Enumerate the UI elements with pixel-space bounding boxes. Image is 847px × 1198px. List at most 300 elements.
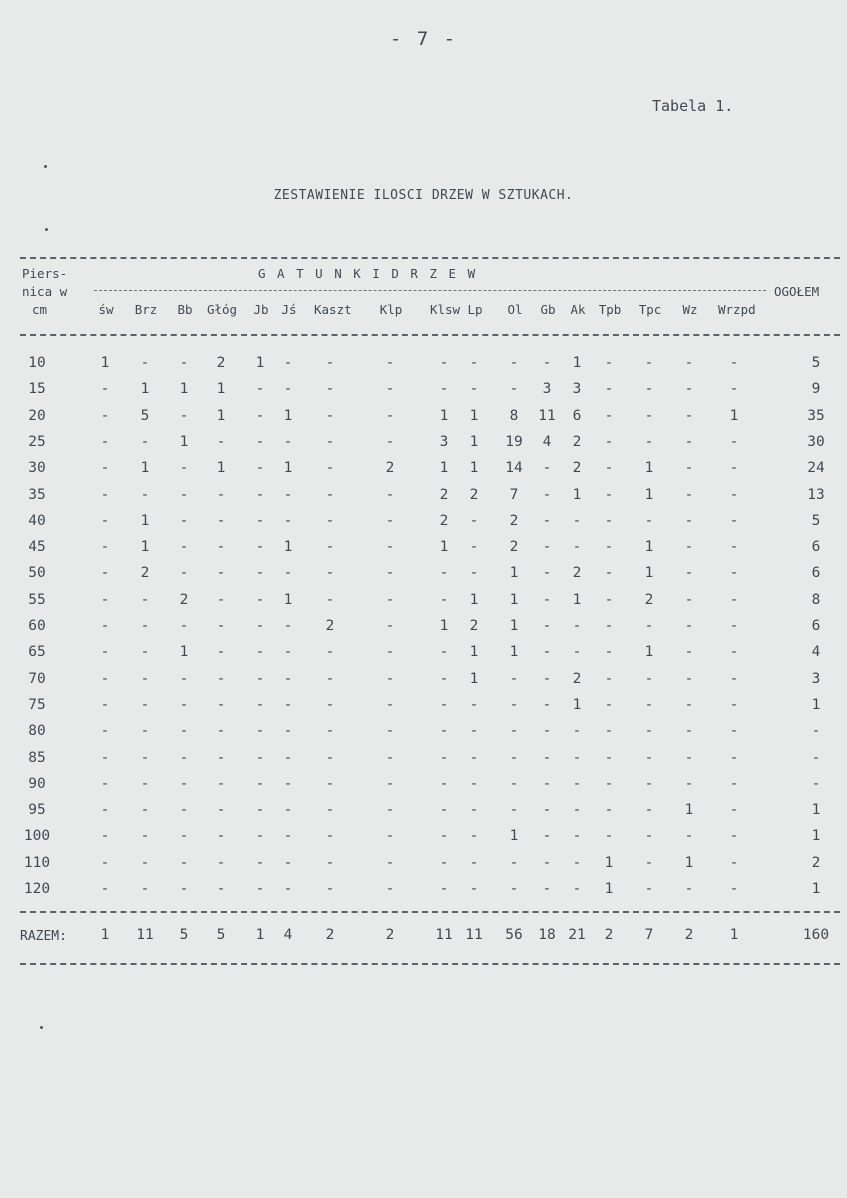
count-cell: - [140, 854, 150, 871]
count-cell: - [140, 591, 150, 608]
count-cell: - [283, 355, 293, 371]
count-cell: - [100, 433, 110, 450]
count-cell: - [684, 539, 694, 556]
species-total-cell: 4 [283, 927, 293, 943]
count-cell: - [179, 355, 189, 371]
species-total-cell: 2 [684, 927, 694, 943]
diameter-cell: 80 [28, 723, 46, 740]
diameter-cell: 20 [28, 407, 46, 424]
count-cell: - [179, 486, 189, 503]
species-header-6: Jś [281, 302, 297, 317]
count-cell: - [439, 644, 449, 661]
count-cell: 2 [509, 539, 519, 556]
count-cell: - [604, 407, 614, 424]
count-cell: - [644, 618, 654, 634]
diameter-cell: 65 [28, 644, 46, 661]
count-cell: 1 [140, 381, 150, 398]
species-group-rule [94, 290, 766, 291]
count-cell: - [325, 881, 335, 897]
count-cell: - [572, 539, 582, 556]
count-cell: - [542, 355, 552, 371]
count-cell: - [385, 881, 395, 897]
count-cell: - [644, 512, 654, 529]
count-cell: - [439, 881, 449, 897]
count-cell: 5 [140, 407, 150, 424]
count-cell: - [325, 539, 335, 556]
count-cell: - [140, 723, 150, 740]
count-cell: - [140, 670, 150, 687]
count-cell: - [255, 644, 265, 661]
count-cell: - [179, 802, 189, 819]
count-cell: - [684, 644, 694, 661]
species-header-3: Bb [177, 302, 193, 317]
count-cell: 1 [509, 565, 519, 582]
count-cell: - [100, 881, 110, 897]
count-cell: - [572, 512, 582, 529]
margin-mark [40, 1026, 43, 1029]
count-cell: - [255, 486, 265, 503]
count-cell: - [385, 749, 395, 766]
count-cell: 1 [140, 512, 150, 529]
row-header-line-2: nica w [22, 284, 68, 299]
count-cell: - [572, 749, 582, 766]
count-cell: - [644, 670, 654, 687]
count-cell: - [684, 696, 694, 713]
count-cell: - [572, 723, 582, 740]
count-cell: - [283, 723, 293, 740]
count-cell: - [729, 723, 739, 740]
diameter-cell: 25 [28, 433, 46, 450]
count-cell: - [179, 670, 189, 687]
species-total-cell: 21 [568, 927, 586, 943]
count-cell: - [216, 802, 226, 819]
row-total-cell: - [811, 723, 821, 740]
count-cell: - [325, 407, 335, 424]
count-cell: 2 [216, 355, 226, 371]
count-cell: - [439, 670, 449, 687]
count-cell: - [729, 618, 739, 634]
count-cell: 1 [684, 802, 694, 819]
row-header-line-3: cm [32, 302, 48, 317]
count-cell: - [604, 539, 614, 556]
count-cell: - [729, 591, 739, 608]
count-cell: - [572, 802, 582, 819]
count-cell: - [729, 486, 739, 503]
count-cell: - [385, 407, 395, 424]
totals-label: RAZEM: [20, 929, 67, 944]
count-cell: - [255, 802, 265, 819]
count-cell: - [100, 828, 110, 845]
diameter-cell: 90 [28, 775, 46, 792]
count-cell: - [729, 775, 739, 792]
totals-top-rule [20, 911, 840, 913]
count-cell: - [385, 618, 395, 634]
row-total-cell: 24 [807, 460, 825, 477]
count-cell: - [179, 696, 189, 713]
count-cell: 1 [439, 460, 449, 477]
count-cell: - [604, 512, 614, 529]
count-cell: - [255, 670, 265, 687]
count-cell: - [100, 591, 110, 608]
diameter-cell: 35 [28, 486, 46, 503]
count-cell: - [283, 802, 293, 819]
count-cell: - [684, 512, 694, 529]
count-cell: 2 [439, 512, 449, 529]
count-cell: - [100, 802, 110, 819]
count-cell: - [255, 591, 265, 608]
count-cell: - [644, 749, 654, 766]
count-cell: 3 [439, 433, 449, 450]
count-cell: - [385, 591, 395, 608]
species-header-15: Tpc [638, 302, 662, 317]
row-total-cell: 5 [811, 512, 821, 529]
count-cell: 2 [644, 591, 654, 608]
count-cell: - [179, 881, 189, 897]
count-cell: 3 [572, 381, 582, 398]
count-cell: - [385, 802, 395, 819]
species-total-cell: 2 [604, 927, 614, 943]
count-cell: - [100, 696, 110, 713]
count-cell: 1 [469, 460, 479, 477]
count-cell: - [385, 723, 395, 740]
count-cell: 2 [140, 565, 150, 582]
count-cell: - [216, 881, 226, 897]
count-cell: - [469, 881, 479, 897]
count-cell: - [684, 828, 694, 845]
count-cell: - [542, 565, 552, 582]
count-cell: - [283, 881, 293, 897]
species-header-9: Klsw [429, 302, 461, 317]
count-cell: - [255, 775, 265, 792]
count-cell: - [255, 460, 265, 477]
count-cell: - [644, 433, 654, 450]
count-cell: 1 [604, 854, 614, 871]
count-cell: - [100, 775, 110, 792]
count-cell: 1 [140, 460, 150, 477]
total-header: OGOŁEM [774, 284, 820, 299]
count-cell: - [572, 618, 582, 634]
count-cell: - [542, 749, 552, 766]
diameter-cell: 50 [28, 565, 46, 582]
count-cell: - [140, 644, 150, 661]
count-cell: 1 [509, 591, 519, 608]
count-cell: 2 [325, 618, 335, 634]
count-cell: - [572, 828, 582, 845]
species-header-7: Kaszt [314, 302, 352, 317]
species-header-11: Ol [507, 302, 523, 317]
count-cell: 1 [283, 460, 293, 477]
count-cell: - [604, 723, 614, 740]
count-cell: 1 [572, 355, 582, 371]
count-cell: 2 [572, 565, 582, 582]
species-group-title: G A T U N K I D R Z E W [258, 266, 478, 281]
count-cell: 1 [283, 591, 293, 608]
count-cell: - [179, 565, 189, 582]
count-cell: - [469, 696, 479, 713]
count-cell: - [216, 749, 226, 766]
count-cell: 1 [509, 644, 519, 661]
count-cell: - [729, 828, 739, 845]
count-cell: - [604, 618, 614, 634]
count-cell: - [729, 381, 739, 398]
count-cell: - [325, 828, 335, 845]
grand-total: 160 [802, 927, 830, 943]
count-cell: - [283, 775, 293, 792]
count-cell: - [100, 565, 110, 582]
count-cell: - [604, 433, 614, 450]
count-cell: 1 [572, 591, 582, 608]
count-cell: 1 [644, 486, 654, 503]
count-cell: 1 [283, 539, 293, 556]
count-cell: - [729, 881, 739, 897]
count-cell: - [604, 828, 614, 845]
count-cell: - [509, 381, 519, 398]
count-cell: - [325, 591, 335, 608]
count-cell: 1 [216, 460, 226, 477]
row-total-cell: 1 [811, 802, 821, 819]
count-cell: 1 [644, 460, 654, 477]
count-cell: - [100, 723, 110, 740]
count-cell: - [542, 539, 552, 556]
count-cell: - [729, 355, 739, 371]
count-cell: 1 [216, 381, 226, 398]
count-cell: - [179, 828, 189, 845]
count-cell: - [604, 565, 614, 582]
count-cell: - [684, 565, 694, 582]
count-cell: - [469, 381, 479, 398]
count-cell: - [325, 775, 335, 792]
count-cell: - [684, 591, 694, 608]
diameter-cell: 70 [28, 670, 46, 687]
row-total-cell: 1 [811, 696, 821, 713]
count-cell: - [255, 723, 265, 740]
count-cell: - [283, 433, 293, 450]
count-cell: - [100, 670, 110, 687]
count-cell: - [729, 460, 739, 477]
count-cell: - [644, 775, 654, 792]
count-cell: 1 [644, 644, 654, 661]
count-cell: - [509, 723, 519, 740]
header-bottom-rule [20, 334, 840, 336]
count-cell: - [325, 802, 335, 819]
count-cell: - [542, 881, 552, 897]
count-cell: - [100, 854, 110, 871]
count-cell: - [604, 749, 614, 766]
count-cell: - [140, 618, 150, 634]
count-cell: - [644, 723, 654, 740]
count-cell: - [729, 512, 739, 529]
count-cell: - [216, 828, 226, 845]
count-cell: - [385, 696, 395, 713]
count-cell: - [644, 802, 654, 819]
species-header-16: Wz [682, 302, 698, 317]
count-cell: - [644, 355, 654, 371]
count-cell: - [572, 881, 582, 897]
count-cell: - [469, 749, 479, 766]
count-cell: - [325, 433, 335, 450]
diameter-cell: 95 [28, 802, 46, 819]
count-cell: - [385, 565, 395, 582]
count-cell: - [325, 355, 335, 371]
count-cell: - [216, 644, 226, 661]
count-cell: - [542, 775, 552, 792]
diameter-cell: 15 [28, 381, 46, 398]
count-cell: - [385, 539, 395, 556]
count-cell: 2 [469, 618, 479, 634]
count-cell: - [684, 381, 694, 398]
count-cell: - [140, 802, 150, 819]
count-cell: - [385, 433, 395, 450]
count-cell: - [729, 802, 739, 819]
count-cell: - [255, 749, 265, 766]
count-cell: - [140, 696, 150, 713]
count-cell: - [469, 512, 479, 529]
count-cell: 2 [572, 433, 582, 450]
count-cell: - [684, 486, 694, 503]
count-cell: - [572, 854, 582, 871]
count-cell: - [216, 565, 226, 582]
count-cell: 1 [469, 407, 479, 424]
count-cell: - [385, 486, 395, 503]
count-cell: - [255, 565, 265, 582]
count-cell: 2 [439, 486, 449, 503]
species-header-4: Głóg [206, 302, 238, 317]
diameter-cell: 120 [23, 881, 51, 897]
count-cell: - [283, 670, 293, 687]
count-cell: 1 [179, 381, 189, 398]
count-cell: - [604, 460, 614, 477]
count-cell: - [729, 670, 739, 687]
diameter-cell: 45 [28, 539, 46, 556]
count-cell: - [255, 881, 265, 897]
count-cell: - [604, 486, 614, 503]
count-cell: - [255, 828, 265, 845]
count-cell: - [542, 486, 552, 503]
count-cell: 1 [469, 433, 479, 450]
count-cell: - [469, 802, 479, 819]
count-cell: - [542, 828, 552, 845]
count-cell: - [729, 565, 739, 582]
count-cell: 1 [509, 828, 519, 845]
count-cell: 1 [283, 407, 293, 424]
count-cell: 7 [509, 486, 519, 503]
count-cell: - [140, 749, 150, 766]
diameter-cell: 55 [28, 591, 46, 608]
count-cell: 1 [572, 486, 582, 503]
count-cell: - [283, 749, 293, 766]
count-cell: - [684, 670, 694, 687]
count-cell: - [644, 854, 654, 871]
count-cell: - [542, 512, 552, 529]
count-cell: - [283, 696, 293, 713]
count-cell: - [469, 355, 479, 371]
page-number: - 7 - [389, 28, 458, 50]
count-cell: - [283, 854, 293, 871]
count-cell: - [469, 539, 479, 556]
count-cell: - [542, 644, 552, 661]
count-cell: - [255, 539, 265, 556]
row-total-cell: 9 [811, 381, 821, 398]
count-cell: 1 [684, 854, 694, 871]
count-cell: - [325, 381, 335, 398]
row-total-cell: 1 [811, 828, 821, 845]
count-cell: - [255, 381, 265, 398]
species-total-cell: 1 [255, 927, 265, 943]
count-cell: - [283, 486, 293, 503]
count-cell: - [572, 775, 582, 792]
count-cell: - [283, 828, 293, 845]
count-cell: - [604, 670, 614, 687]
diameter-cell: 85 [28, 749, 46, 766]
count-cell: - [216, 486, 226, 503]
count-cell: - [644, 381, 654, 398]
count-cell: - [100, 644, 110, 661]
count-cell: - [469, 565, 479, 582]
count-cell: - [684, 618, 694, 634]
count-cell: - [684, 407, 694, 424]
species-header-2: Brz [134, 302, 158, 317]
row-total-cell: 6 [811, 539, 821, 556]
count-cell: - [216, 618, 226, 634]
count-cell: - [255, 618, 265, 634]
count-cell: 2 [572, 460, 582, 477]
count-cell: - [179, 618, 189, 634]
count-cell: - [509, 881, 519, 897]
count-cell: - [509, 696, 519, 713]
species-total-cell: 1 [100, 927, 110, 943]
row-total-cell: 2 [811, 854, 821, 871]
count-cell: - [729, 854, 739, 871]
count-cell: - [385, 670, 395, 687]
count-cell: - [179, 775, 189, 792]
count-cell: 1 [100, 355, 110, 371]
count-cell: - [542, 696, 552, 713]
row-total-cell: 6 [811, 618, 821, 634]
count-cell: - [179, 723, 189, 740]
count-cell: - [469, 775, 479, 792]
count-cell: 1 [729, 407, 739, 424]
diameter-cell: 75 [28, 696, 46, 713]
diameter-cell: 30 [28, 460, 46, 477]
species-total-cell: 18 [538, 927, 556, 943]
count-cell: - [283, 565, 293, 582]
count-cell: - [100, 486, 110, 503]
row-total-cell: 35 [807, 407, 825, 424]
count-cell: - [100, 618, 110, 634]
species-header-1: św [98, 302, 114, 317]
count-cell: - [325, 460, 335, 477]
count-cell: - [469, 828, 479, 845]
count-cell: - [385, 381, 395, 398]
count-cell: - [542, 460, 552, 477]
count-cell: - [684, 433, 694, 450]
count-cell: - [439, 381, 449, 398]
count-cell: - [604, 644, 614, 661]
count-cell: - [100, 512, 110, 529]
count-cell: - [140, 433, 150, 450]
table-bottom-rule [20, 963, 840, 965]
count-cell: - [542, 723, 552, 740]
count-cell: - [216, 854, 226, 871]
row-total-cell: 3 [811, 670, 821, 687]
count-cell: 19 [505, 433, 523, 450]
count-cell: - [179, 512, 189, 529]
count-cell: - [325, 723, 335, 740]
diameter-cell: 10 [28, 355, 46, 371]
table-label: Tabela 1. [652, 97, 734, 115]
count-cell: 11 [538, 407, 556, 424]
species-total-cell: 11 [465, 927, 483, 943]
